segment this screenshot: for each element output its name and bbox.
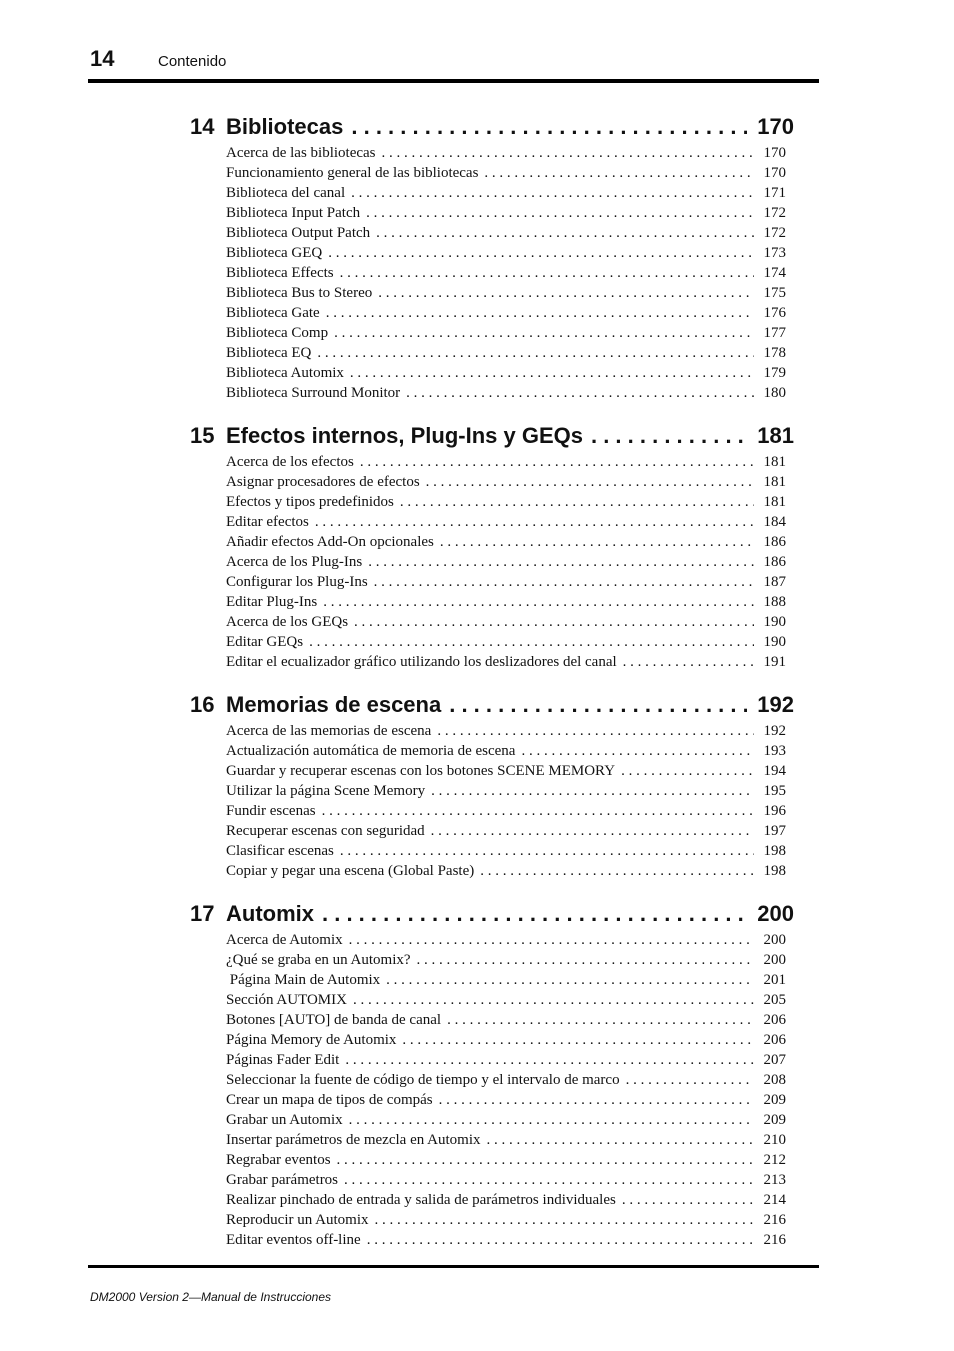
toc-entry[interactable] [226,843,786,863]
entry-page: 172 [763,205,786,221]
entry-title: Sección AUTOMIX [226,992,347,1008]
toc-entry[interactable] [226,1112,786,1132]
dot-leader [378,285,754,302]
chapter-number: 16 [190,692,215,717]
entry-title: Realizar pinchado de entrada y salida de parámetros individuales [226,1192,616,1208]
dot-leader [417,952,754,969]
dot-leader [622,1192,754,1209]
entry-title: Utilizar la página Scene Memory [226,783,426,799]
entry-list [226,932,786,1252]
entry-title: Biblioteca GEQ [226,245,323,261]
dot-leader [323,594,754,611]
dot-leader [366,205,754,222]
entry-title: Grabar un Automix [226,1112,343,1128]
entry-page: 208 [763,1072,786,1088]
entry-title: Crear un mapa de tipos de compás [226,1092,433,1108]
toc-entry[interactable] [226,1132,786,1152]
entry-title: Acerca de las memorias de escena [226,723,432,739]
entry-page: 176 [763,305,786,321]
dot-leader [368,554,754,571]
toc-entry[interactable] [226,1092,786,1112]
entry-page: 178 [763,345,786,361]
entry-page: 190 [763,614,786,630]
toc-entry[interactable] [226,185,786,205]
table-of-contents [190,114,794,1252]
toc-entry[interactable] [226,614,786,634]
dot-leader [480,863,754,880]
entry-page: 213 [763,1172,786,1188]
chapter-block [190,901,794,1252]
dot-leader [447,1012,754,1029]
dot-leader [449,692,747,718]
entry-page: 216 [763,1212,786,1228]
entry-title: Editar GEQs [226,634,304,650]
toc-entry[interactable] [226,454,786,474]
dot-leader [340,265,754,282]
dot-leader [376,225,754,242]
chapter-block [190,692,794,901]
entry-page: 209 [763,1112,786,1128]
toc-entry[interactable] [226,285,786,305]
dot-leader [337,1152,754,1169]
dot-leader [322,803,754,820]
entry-title: Actualización automática de memoria de escena [226,743,516,759]
entry-page: 214 [763,1192,786,1208]
entry-page: 190 [763,634,786,650]
toc-entry[interactable] [226,1052,786,1072]
entry-page: 184 [763,514,786,530]
header-rule [88,79,819,83]
chapter-page: 192 [757,692,794,717]
entry-title: Configurar los Plug-Ins [226,574,368,590]
dot-leader [317,345,754,362]
entry-page: 207 [763,1052,786,1068]
toc-entry[interactable] [226,634,786,654]
entry-title: Página Main de Automix [226,972,381,988]
entry-title: Acerca de los Plug-Ins [226,554,363,570]
entry-page: 186 [763,554,786,570]
entry-title: Guardar y recuperar escenas con los botones SCENE MEMORY [226,763,616,779]
toc-entry[interactable] [226,474,786,494]
chapter-number: 14 [190,114,215,139]
toc-entry[interactable] [226,305,786,325]
entry-title: Biblioteca Comp [226,325,329,341]
toc-entry[interactable] [226,345,786,365]
toc-entry[interactable] [226,763,786,783]
chapter-title: Efectos internos, Plug-Ins y GEQs [226,423,583,448]
chapter-gap [190,405,794,423]
entry-page: 206 [763,1012,786,1028]
dot-leader [382,145,754,162]
toc-entry[interactable] [226,723,786,743]
entry-title: Botones [AUTO] de banda de canal [226,1012,442,1028]
entry-page: 192 [763,723,786,739]
dot-leader [591,423,747,449]
entry-page: 194 [763,763,786,779]
toc-entry[interactable] [226,1012,786,1032]
entry-title: Biblioteca Automix [226,365,344,381]
entry-title: Acerca de Automix [226,932,343,948]
dot-leader [344,1172,754,1189]
entry-page: 187 [763,574,786,590]
entry-page: 175 [763,285,786,301]
section-title: Contenido [158,53,227,70]
chapter-heading[interactable] [190,423,794,454]
toc-entry[interactable] [226,325,786,345]
toc-entry[interactable] [226,1232,786,1252]
entry-page: 212 [763,1152,786,1168]
chapter-block [190,114,794,423]
toc-entry[interactable] [226,1192,786,1212]
toc-entry[interactable] [226,205,786,225]
toc-entry[interactable] [226,992,786,1012]
entry-page: 195 [763,783,786,799]
entry-page: 170 [763,165,786,181]
dot-leader [349,1112,754,1129]
toc-entry[interactable] [226,594,786,614]
toc-entry[interactable] [226,1032,786,1052]
toc-entry[interactable] [226,534,786,554]
toc-entry[interactable] [226,783,786,803]
entry-page: 197 [763,823,786,839]
dot-leader [315,514,754,531]
entry-title: Fundir escenas [226,803,316,819]
chapter-heading[interactable] [190,692,794,723]
dot-leader [374,574,754,591]
entry-title: Editar eventos off-line [226,1232,361,1248]
entry-page: 216 [763,1232,786,1248]
toc-entry[interactable] [226,1172,786,1192]
dot-leader [349,932,754,949]
entry-page: 188 [763,594,786,610]
toc-entry[interactable] [226,494,786,514]
dot-leader [322,901,747,927]
chapter-page: 181 [757,423,794,448]
toc-entry[interactable] [226,823,786,843]
entry-title: Biblioteca Gate [226,305,320,321]
entry-page: 174 [763,265,786,281]
chapter-page: 170 [757,114,794,139]
entry-page: 172 [763,225,786,241]
toc-entry[interactable] [226,574,786,594]
entry-page: 205 [763,992,786,1008]
entry-title: Página Memory de Automix [226,1032,397,1048]
toc-entry[interactable] [226,972,786,992]
toc-entry[interactable] [226,803,786,823]
entry-page: 210 [763,1132,786,1148]
chapter-number: 15 [190,423,215,448]
dot-leader [400,494,754,511]
entry-title: Biblioteca del canal [226,185,346,201]
entry-page: 181 [763,494,786,510]
entry-page: 201 [763,972,786,988]
chapter-title: Bibliotecas [226,114,344,139]
entry-title: Grabar parámetros [226,1172,339,1188]
entry-list [226,723,786,883]
entry-title: Asignar procesadores de efectos [226,474,420,490]
dot-leader [426,474,754,491]
dot-leader [406,385,754,402]
entry-page: 181 [763,474,786,490]
toc-entry[interactable] [226,265,786,285]
toc-entry[interactable] [226,1152,786,1172]
entry-title: Acerca de los GEQs [226,614,349,630]
dot-leader [431,783,754,800]
dot-leader [437,723,754,740]
entry-page: 181 [763,454,786,470]
entry-title: Acerca de los efectos [226,454,354,470]
entry-page: 173 [763,245,786,261]
entry-title: Biblioteca Output Patch [226,225,371,241]
entry-title: Recuperar escenas con seguridad [226,823,425,839]
chapter-heading[interactable] [190,901,794,932]
entry-page: 177 [763,325,786,341]
entry-title: Editar el ecualizador gráfico utilizando los deslizadores del canal [226,654,617,670]
entry-list [226,145,786,405]
dot-leader [354,614,754,631]
dot-leader [402,1032,754,1049]
chapter-number: 17 [190,901,215,926]
entry-title: Funcionamiento general de las bibliotecas [226,165,479,181]
entry-title: Biblioteca Bus to Stereo [226,285,373,301]
entry-title: Efectos y tipos predefinidos [226,494,394,510]
dot-leader [386,972,754,989]
chapter-gap [190,883,794,901]
entry-page: 206 [763,1032,786,1048]
toc-entry[interactable] [226,952,786,972]
dot-leader [334,325,754,342]
dot-leader [486,1132,754,1149]
toc-entry[interactable] [226,514,786,534]
dot-leader [353,992,754,1009]
entry-title: Copiar y pegar una escena (Global Paste) [226,863,475,879]
dot-leader [440,534,754,551]
chapter-block [190,423,794,692]
dot-leader [375,1212,755,1229]
dot-leader [328,245,754,262]
toc-entry[interactable] [226,165,786,185]
toc-entry[interactable] [226,245,786,265]
dot-leader [431,823,754,840]
entry-title: Reproducir un Automix [226,1212,369,1228]
dot-leader [521,743,754,760]
entry-page: 200 [763,932,786,948]
dot-leader [340,843,754,860]
entry-page: 191 [763,654,786,670]
entry-title: Editar efectos [226,514,309,530]
entry-page: 170 [763,145,786,161]
toc-entry[interactable] [226,863,786,883]
entry-title: Biblioteca Input Patch [226,205,361,221]
entry-page: 209 [763,1092,786,1108]
toc-entry[interactable] [226,365,786,385]
toc-entry[interactable] [226,145,786,165]
dot-leader [360,454,754,471]
chapter-gap [190,674,794,692]
entry-page: 180 [763,385,786,401]
toc-entry[interactable] [226,225,786,245]
dot-leader [626,1072,754,1089]
entry-page: 171 [763,185,786,201]
dot-leader [484,165,754,182]
entry-title: Insertar parámetros de mezcla en Automix [226,1132,481,1148]
dot-leader [623,654,754,671]
entry-title: Seleccionar la fuente de código de tiempo y el intervalo de marco [226,1072,620,1088]
entry-page: 200 [763,952,786,968]
dot-leader [351,114,747,140]
footer-rule [88,1265,819,1268]
entry-list [226,454,786,674]
toc-entry[interactable] [226,654,786,674]
footer-text: DM2000 Version 2—Manual de Instrucciones [90,1290,332,1304]
chapter-title: Automix [226,901,314,926]
dot-leader [621,763,754,780]
entry-page: 198 [763,863,786,879]
entry-page: 179 [763,365,786,381]
toc-entry[interactable] [226,554,786,574]
dot-leader [367,1232,754,1249]
toc-entry[interactable] [226,385,786,405]
entry-title: Añadir efectos Add-On opcionales [226,534,434,550]
toc-entry[interactable] [226,743,786,763]
entry-title: Clasificar escenas [226,843,334,859]
toc-entry[interactable] [226,1072,786,1092]
dot-leader [345,1052,754,1069]
page-number: 14 [90,46,115,71]
dot-leader [309,634,754,651]
entry-title: ¿Qué se graba en un Automix? [226,952,411,968]
chapter-page: 200 [757,901,794,926]
entry-title: Biblioteca Effects [226,265,334,281]
chapter-title: Memorias de escena [226,692,442,717]
entry-page: 193 [763,743,786,759]
entry-title: Regrabar eventos [226,1152,331,1168]
dot-leader [326,305,754,322]
dot-leader [439,1092,754,1109]
toc-entry[interactable] [226,932,786,952]
entry-title: Páginas Fader Edit [226,1052,340,1068]
chapter-heading[interactable] [190,114,794,145]
entry-title: Biblioteca Surround Monitor [226,385,401,401]
entry-page: 196 [763,803,786,819]
entry-title: Biblioteca EQ [226,345,312,361]
entry-page: 198 [763,843,786,859]
entry-page: 186 [763,534,786,550]
entry-title: Acerca de las bibliotecas [226,145,376,161]
entry-title: Editar Plug-Ins [226,594,318,610]
dot-leader [351,185,754,202]
page-header [90,46,819,82]
dot-leader [350,365,754,382]
toc-entry[interactable] [226,1212,786,1232]
